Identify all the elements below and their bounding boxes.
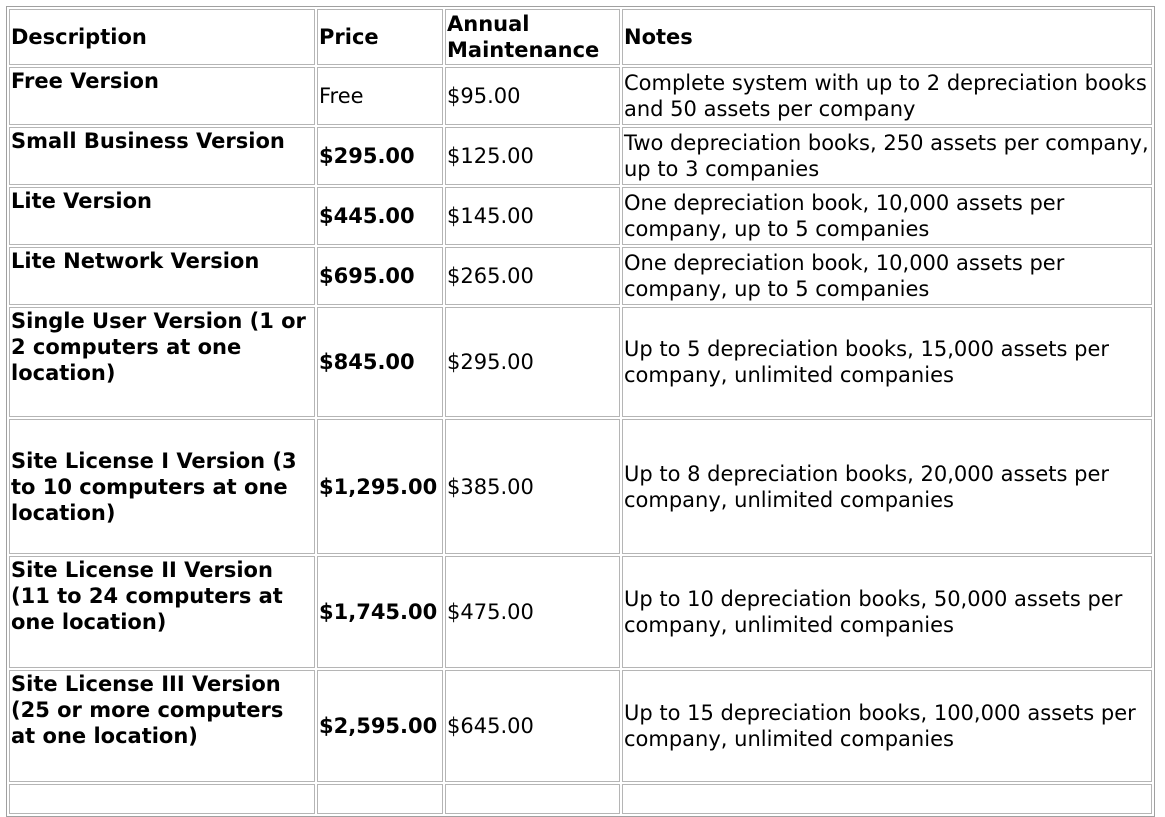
row-notes: One depreciation book, 10,000 assets per company, up to 5 companies (622, 187, 1152, 245)
row-price: $845.00 (317, 307, 443, 417)
partial-row (9, 784, 1152, 814)
row-price: $445.00 (317, 187, 443, 245)
row-price: $2,595.00 (317, 670, 443, 782)
header-maintenance (445, 9, 620, 65)
row-description: Site License II Version (11 to 24 computers at one location) (9, 556, 315, 668)
row-price: $1,745.00 (317, 556, 443, 668)
row-maintenance: $145.00 (445, 187, 620, 245)
row-maintenance: $95.00 (445, 67, 620, 125)
row-maintenance: $265.00 (445, 247, 620, 305)
row-maintenance: $385.00 (445, 419, 620, 554)
row-notes: Complete system with up to 2 depreciation books and 50 assets per company (622, 67, 1152, 125)
row-maintenance: $295.00 (445, 307, 620, 417)
row-notes: Up to 8 depreciation books, 20,000 assets per company, unlimited companies (622, 419, 1152, 554)
table-row (9, 247, 1152, 305)
row-price: Free (317, 67, 443, 125)
row-maintenance: $645.00 (445, 670, 620, 782)
header-maintenance-line2: Maintenance (447, 38, 600, 62)
row-description: Single User Version (1 or 2 computers at one location) (9, 307, 315, 417)
row-notes: Up to 10 depreciation books, 50,000 assets per company, unlimited companies (622, 556, 1152, 668)
row-description: Site License III Version (25 or more computers at one location) (9, 670, 315, 782)
table-row (9, 67, 1152, 125)
row-notes: Up to 5 depreciation books, 15,000 assets per company, unlimited companies (622, 307, 1152, 417)
partial-cell (622, 784, 1152, 814)
header-description: Description (9, 9, 315, 65)
partial-cell (445, 784, 620, 814)
table-row (9, 670, 1152, 782)
row-maintenance: $475.00 (445, 556, 620, 668)
header-notes: Notes (622, 9, 1152, 65)
partial-cell (9, 784, 315, 814)
row-description: Small Business Version (9, 127, 315, 185)
row-notes: Up to 15 depreciation books, 100,000 assets per company, unlimited companies (622, 670, 1152, 782)
header-row (9, 9, 1152, 65)
header-maintenance-line1: Annual (447, 12, 530, 36)
row-description: Site License I Version (3 to 10 computers at one location) (9, 419, 315, 554)
row-maintenance: $125.00 (445, 127, 620, 185)
row-price: $1,295.00 (317, 419, 443, 554)
table-row (9, 556, 1152, 668)
table-row (9, 127, 1152, 185)
partial-cell (317, 784, 443, 814)
header-price: Price (317, 9, 443, 65)
row-notes: One depreciation book, 10,000 assets per company, up to 5 companies (622, 247, 1152, 305)
row-notes: Two depreciation books, 250 assets per company, up to 3 companies (622, 127, 1152, 185)
row-description: Lite Network Version (9, 247, 315, 305)
pricing-table (6, 6, 1155, 817)
table-row (9, 187, 1152, 245)
row-price: $695.00 (317, 247, 443, 305)
row-description: Lite Version (9, 187, 315, 245)
table-row (9, 307, 1152, 417)
row-description: Free Version (9, 67, 315, 125)
row-price: $295.00 (317, 127, 443, 185)
table-row (9, 419, 1152, 554)
